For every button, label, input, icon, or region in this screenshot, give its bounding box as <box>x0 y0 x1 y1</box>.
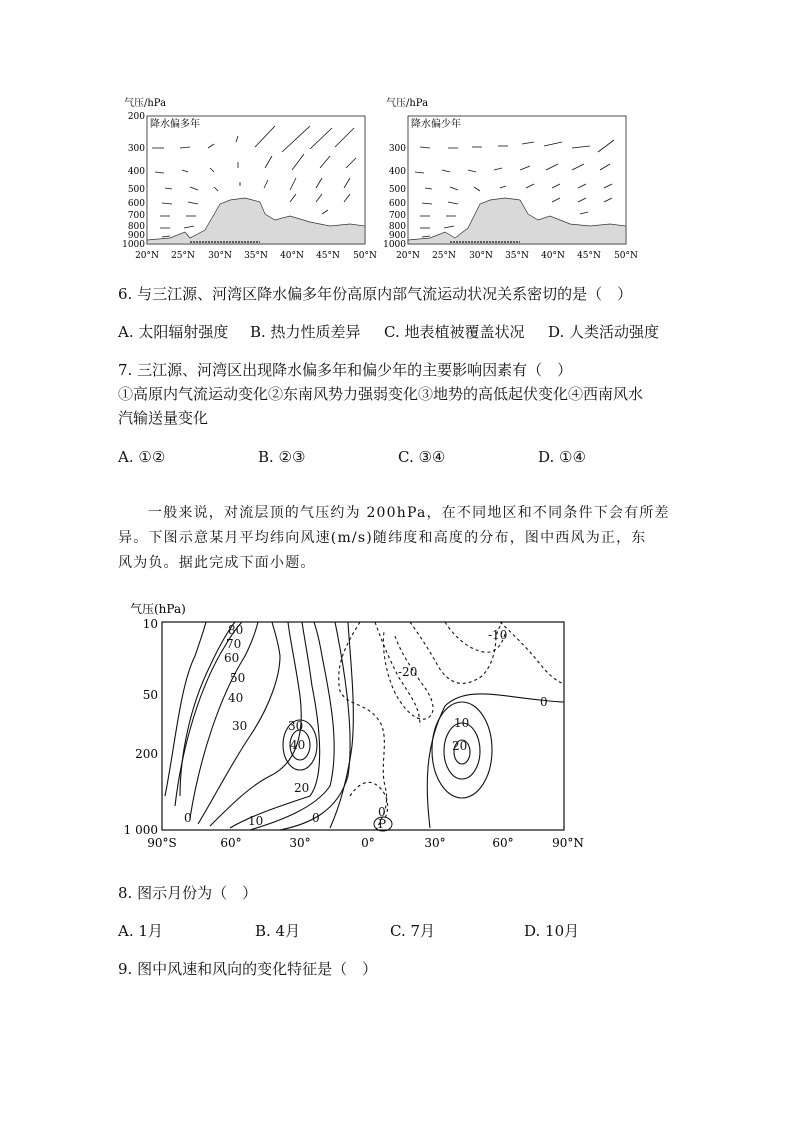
contour-label: P <box>378 817 387 831</box>
contour-label: 0 <box>378 805 386 819</box>
left-ytick: 900 <box>127 231 145 241</box>
left-ytick: 400 <box>127 167 145 177</box>
q6-stem: 6. 与三江源、河湾区降水偏多年份高原内部气流运动状况关系密切的是（ ） <box>118 285 633 303</box>
contour-frame <box>162 622 564 830</box>
contour-label: 20 <box>452 739 468 753</box>
left-xtick: 20°N <box>135 251 159 261</box>
right-ytick: 1000 <box>383 240 406 250</box>
right-chart-legend: 降水偏少年 <box>411 119 461 130</box>
left-xtick: 40°N <box>280 251 304 261</box>
contour-label: 50 <box>230 671 246 685</box>
contour-label: 30 <box>288 719 304 733</box>
contour-ytick: 10 <box>142 617 158 631</box>
contour-label: 0 <box>184 811 192 825</box>
q7-option-b[interactable]: B. ②③ <box>258 448 306 466</box>
intro-line1: 一般来说，对流层顶的气压约为 200hPa，在不同地区和不同条件下会有所差 <box>148 505 670 521</box>
contour-ylabel: 气压(hPa) <box>130 602 186 616</box>
left-wind-chart <box>122 97 377 261</box>
contour-ytick: 50 <box>142 688 158 702</box>
contour-label: 10 <box>248 814 264 828</box>
right-ytick: 900 <box>388 231 406 241</box>
contour-label: 80 <box>228 623 244 637</box>
contour-xtick: 90°N <box>552 836 584 850</box>
right-ytick: 400 <box>388 167 406 177</box>
right-ytick: 600 <box>388 199 406 209</box>
right-xtick: 45°N <box>577 251 601 261</box>
q8-stem: 8. 图示月份为（ ） <box>118 884 258 902</box>
contour-label: 20 <box>294 781 310 795</box>
q7-option-d[interactable]: D. ①④ <box>538 448 586 466</box>
q8-option-b[interactable]: B. 4月 <box>255 922 301 940</box>
right-wind-chart <box>383 97 638 261</box>
left-ytick: 1000 <box>122 240 145 250</box>
right-ytick: 700 <box>388 211 406 221</box>
contour-label: 0 <box>312 811 320 825</box>
q7-line2: 汽输送量变化 <box>118 409 209 427</box>
contour-xtick: 30° <box>424 836 446 850</box>
contour-xtick: 30° <box>289 836 311 850</box>
right-xtick: 25°N <box>432 251 456 261</box>
q6-option-d[interactable]: D. 人类活动强度 <box>548 323 660 341</box>
contour-label: 40 <box>228 691 244 705</box>
q7-option-a[interactable]: A. ①② <box>118 448 166 466</box>
contour-label: 70 <box>226 637 242 651</box>
contour-xtick: 60° <box>492 836 514 850</box>
q8-option-d[interactable]: D. 10月 <box>524 922 580 940</box>
left-xtick: 30°N <box>208 251 232 261</box>
right-xtick: 35°N <box>505 251 529 261</box>
q7-stem: 7. 三江源、河湾区出现降水偏多年和偏少年的主要影响因素有（ ） <box>118 361 573 379</box>
contour-ytick: 1 000 <box>123 823 158 837</box>
q6-option-b[interactable]: B. 热力性质差异 <box>250 323 361 341</box>
right-xtick: 20°N <box>396 251 420 261</box>
left-xtick: 25°N <box>171 251 195 261</box>
right-chart-ylabel: 气压/hPa <box>386 98 429 109</box>
contour-label: 0 <box>540 695 548 709</box>
contour-label: -20 <box>398 665 418 679</box>
top-charts <box>110 92 650 267</box>
left-ytick: 800 <box>127 222 145 232</box>
contour-xtick: 60° <box>220 836 242 850</box>
q7-line1: ①高原内气流运动变化②东南风势力强弱变化③地势的高低起伏变化④西南风水 <box>118 385 644 403</box>
right-xtick: 40°N <box>541 251 565 261</box>
intro-line3: 风为负。据此完成下面小题。 <box>118 555 316 571</box>
contour-label: -10 <box>488 628 508 642</box>
q8-option-a[interactable]: A. 1月 <box>118 922 163 940</box>
right-ytick: 300 <box>388 144 406 154</box>
left-xtick: 50°N <box>353 251 377 261</box>
left-chart-ylabel: 气压/hPa <box>124 98 167 109</box>
q8-option-c[interactable]: C. 7月 <box>390 922 436 940</box>
contour-xtick: 0° <box>361 836 375 850</box>
contour-label: 10 <box>454 716 470 730</box>
left-ytick: 200 <box>127 112 145 122</box>
right-ytick: 500 <box>388 185 406 195</box>
left-xtick: 45°N <box>316 251 340 261</box>
left-ytick: 600 <box>127 199 145 209</box>
q6-option-c[interactable]: C. 地表植被覆盖状况 <box>384 323 525 341</box>
contour-label: 40 <box>290 738 306 752</box>
right-xtick: 50°N <box>614 251 638 261</box>
left-ytick: 700 <box>127 211 145 221</box>
q7-option-c[interactable]: C. ③④ <box>398 448 446 466</box>
contour-ytick: 200 <box>135 747 158 761</box>
q9-stem: 9. 图中风速和风向的变化特征是（ ） <box>118 960 378 978</box>
intro-line2: 异。下图示意某月平均纬向风速(m/s)随纬度和高度的分布，图中西风为正，东 <box>118 530 647 546</box>
contour-label: 30 <box>232 719 248 733</box>
contour-label: 60 <box>224 651 240 665</box>
left-xtick: 35°N <box>244 251 268 261</box>
contour-xtick: 90°S <box>147 836 177 850</box>
q6-option-a[interactable]: A. 太阳辐射强度 <box>118 323 229 341</box>
right-xtick: 30°N <box>469 251 493 261</box>
right-ytick: 800 <box>388 222 406 232</box>
left-ytick: 300 <box>127 144 145 154</box>
wind-contour-chart <box>120 596 590 856</box>
left-ytick: 500 <box>127 185 145 195</box>
left-chart-legend: 降水偏多年 <box>150 119 200 130</box>
